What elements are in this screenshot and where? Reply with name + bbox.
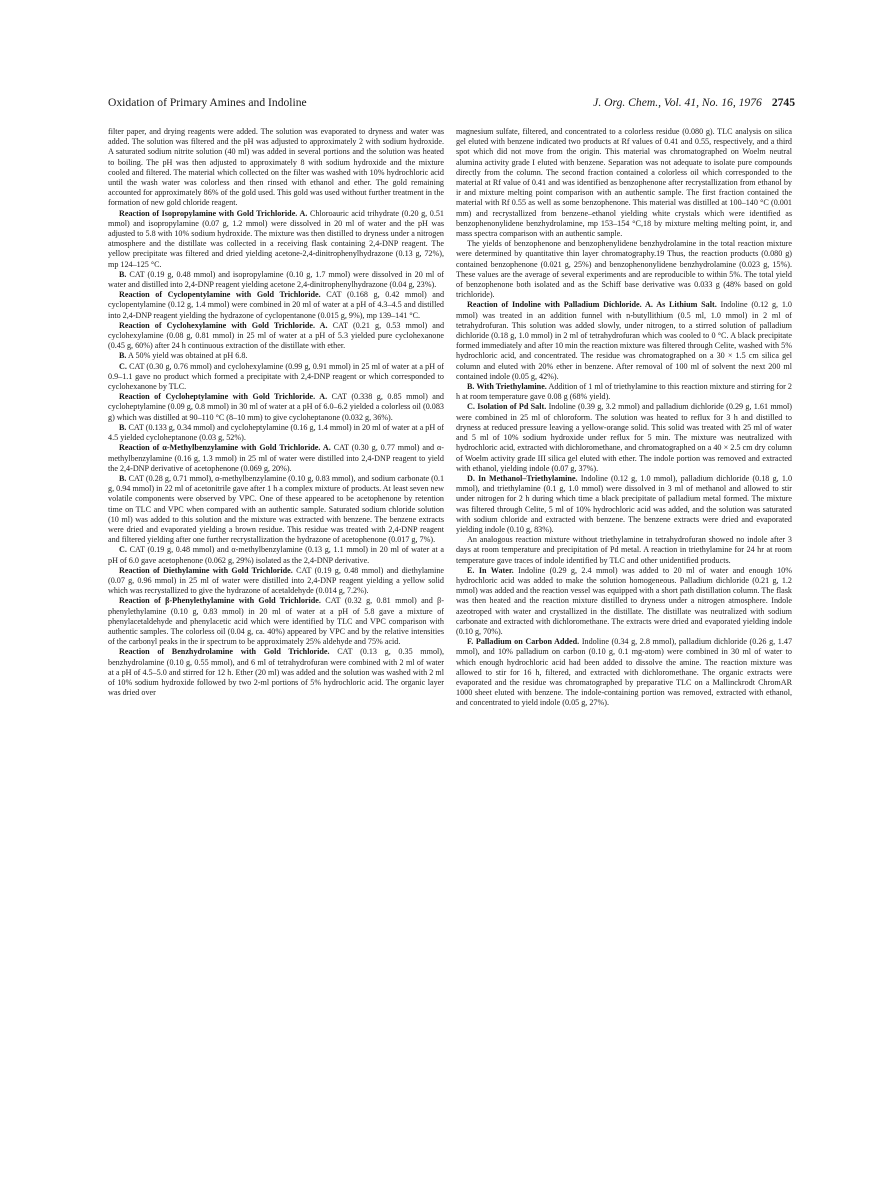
paragraph <box>108 647 444 698</box>
paragraph <box>456 474 792 535</box>
paragraph-text: CAT (0.133 g, 0.34 mmol) and cycloheptylamine (0.16 g, 1.4 mmol) in 20 ml of water at a pH of 4.5 yielded cycloheptanone (0.03 g, 52%). <box>108 422 445 443</box>
paragraph-heading: Reaction of Cyclopentylamine with Gold Trichloride. <box>119 290 321 300</box>
paragraph-heading: Reaction of Cyclohexylamine with Gold Trichloride. A. <box>119 320 328 330</box>
paragraph-heading: Reaction of β-Phenylethylamine with Gold Trichloride. <box>119 596 321 606</box>
paragraph-heading: C. Isolation of Pd Salt. <box>467 402 547 412</box>
paragraph <box>108 423 444 443</box>
paragraph <box>108 474 444 545</box>
paragraph-text: CAT (0.21 g, 0.53 mmol) and cyclohexylamine (0.08 g, 0.81 mmol) in 25 ml of water at a pH of 5.3 yielded pure cyclohexanone (0.45 g, 60%) after 24 h continuous extraction of the distillate with ether. <box>108 320 445 351</box>
paragraph <box>456 382 792 402</box>
paragraph <box>108 545 444 565</box>
paragraph-text: CAT (0.30 g, 0.76 mmol) and cyclohexylamine (0.99 g, 0.91 mmol) in 25 ml of water at a pH of 0.9–1.1 gave no product which formed a precipitate with 2,4-DNP reagent or which corresponded to cyclohexanone by TLC. <box>108 361 445 392</box>
paragraph-heading: Reaction of Diethylamine with Gold Trichloride. <box>119 565 293 575</box>
paragraph <box>108 321 444 352</box>
paragraph-heading: Reaction of Indoline with Palladium Dichloride. A. As Lithium Salt. <box>467 300 717 310</box>
page-number: 2745 <box>771 96 795 109</box>
paragraph-heading: B. <box>119 473 127 483</box>
paragraph-text: A 50% yield was obtained at pH 6.8. <box>128 351 248 361</box>
paragraph <box>108 596 444 647</box>
paragraph <box>108 209 444 270</box>
paragraph-text: CAT (0.30 g, 0.77 mmol) and α-methylbenzylamine (0.16 g, 1.3 mmol) in 25 ml of water were distilled into 2,4-DNP reagent to yield the 2,4-DNP derivative of acetophenone (0.069 g, 20%). <box>108 443 444 473</box>
paragraph-text: Indoline (0.12 g, 1.0 mmol), palladium dichloride (0.18 g, 1.0 mmol), and triethylamine (0.1 g, 1.0 mmol) were dissolved in 3 ml of methanol and allowed to stir under nitrogen for 2 h during which time a black precipitate of palladium metal formed. The mixture was filtered through Celite, 5 ml of 10% hydrochloric acid was added, and the solution was saturated with sodium chloride and extracted with benzene. The benzene extracts were dried and evaporated yielding indole (0.10 g, 83%). <box>456 473 793 534</box>
paragraph-heading: B. <box>119 269 127 279</box>
paragraph <box>456 637 792 708</box>
paragraph-heading: F. Palladium on Carbon Added. <box>467 637 580 647</box>
paragraph-heading: B. With Triethylamine. <box>467 382 547 392</box>
paragraph <box>108 270 444 290</box>
paragraph <box>456 127 792 239</box>
journal-name: J. Org. Chem., Vol. 41, No. 16, 1976 <box>593 96 762 109</box>
paragraph <box>456 300 792 382</box>
paragraph-text: CAT (0.168 g, 0.42 mmol) and cyclopentylamine (0.12 g, 1.4 mmol) were combined in 20 ml of water at a pH of 4.3–4.5 and distilled into 2,4-DNP reagent yielding the hydrazone of cyclopentanone (0.015 g, 9%), mp 139–141 °C. <box>108 290 445 320</box>
paragraph <box>456 535 792 566</box>
left-column <box>108 127 444 698</box>
paragraph <box>108 351 444 361</box>
paragraph-text: Addition of 1 ml of triethylamine to this reaction mixture and stirring for 2 h at room temperature gave 0.08 g (68% yield). <box>456 382 792 402</box>
paragraph-text: CAT (0.19 g, 0.48 mmol) and α-methylbenzylamine (0.13 g, 1.1 mmol) in 20 ml of water at a pH of 6.0 gave acetophenone (0.062 g, 29%) isolated as the 2,4-DNP derivative. <box>108 545 444 565</box>
paragraph <box>456 566 792 637</box>
paragraph-text: CAT (0.13 g, 0.35 mmol), benzhydrolamine (0.10 g, 0.55 mmol), and 6 ml of tetrahydrofuran were combined with 2 ml of water at a pH of 4.5–5.0 and stirred for 12 h. Ether (20 ml) was added and the solution was washed with 2 ml of 10% sodium hydroxide followed by two 2-ml portions of 5% hydrochloric acid. The organic layer was dried over <box>108 647 444 698</box>
paragraph <box>108 290 444 321</box>
paragraph-heading: Reaction of Cycloheptylamine with Gold Trichloride. A. <box>119 392 328 402</box>
paragraph-text: Indoline (0.34 g, 2.8 mmol), palladium dichloride (0.26 g, 1.47 mmol), and 10% palladium on carbon (0.10 g, 0.1 mg-atom) were combined in 30 ml of water to which enough hydrochloric acid had been added to dissolve the amine. The reaction mixture was allowed to stir for 16 h, filtered, and extracted with dichloromethane. The organic extracts were evaporated and the residue was chromatographed by preparative TLC on a Mallinckrodt ChromAR 1000 sheet eluted with benzene. The indole-containing portion was removed, extracted with ethanol, and concentrated to yield indole (0.05 g, 27%). <box>456 637 793 708</box>
paragraph-heading: B. <box>119 422 127 432</box>
paragraph-heading: C. <box>119 545 127 555</box>
right-column <box>456 127 792 709</box>
paragraph <box>108 566 444 597</box>
paragraph-text: The yields of benzophenone and benzophenylidene benzhydrolamine in the total reaction mixture were determined by quantitative thin layer chromatography.19 Thus, the reaction products (0.080 g) contained benzophenone (0.021 g, 25%) and benzophenonylidene benzhydrolamine (0.023 g, 15%). These values are the average of several experiments and are reproducible to within 5%. The total yield of benzophenone both isolated and as the Schiff base derivative was 0.033 g (48% based on gold trichloride). <box>456 239 792 300</box>
paragraph <box>108 443 444 474</box>
paragraph-text: Chloroauric acid trihydrate (0.20 g, 0.51 mmol) and isopropylamine (0.07 g, 1.2 mmol) were dissolved in 20 ml of water and the pH was adjusted to 5.8 with 10% sodium hydroxide. The mixture was then distilled to dryness under a nitrogen atmosphere and the distillate was collected in a receiving flask containing 2,4-DNP reagent. The yellow precipitate was filtered and dried yielding acetone-2,4-dinitrophenylhydrazone (0.13 g, 72%), mp 124–125 °C. <box>108 208 444 269</box>
paragraph-text: Indoline (0.29 g, 2.4 mmol) was added to 20 ml of water and enough 10% hydrochloric acid was added to make the solution homogeneous. Palladium dichloride (0.21 g, 1.2 mmol) was added and the reaction vessel was equipped with a short path distillation column. The flask was then heated and the reaction mixture distilled to dryness under a nitrogen atmosphere. Indole azeotroped with water and crystallized in the distillate. The distillate was neutralized with sodium carbonate and extracted with dichloromethane. The extracts were dried and evaporated yielding indole (0.10 g, 70%). <box>456 565 792 636</box>
paragraph-text: Indoline (0.12 g, 1.0 mmol) was treated in an addition funnel with n-butyllithium (0.5 ml, 1.0 mmol) in 2 ml of tetrahydrofuran. This solution was added slowly, under nitrogen, to a stirred solution of palladium dichloride (0.18 g, 1.0 mmol) in 2 ml of tetrahydrofuran which was cooled to 0 °C. A black precipitate formed immediately and after 10 min the reaction mixture was filtered through Celite, washed with 5% hydrochloric acid, and concentrated. The residue was chromatographed on a 30 × 1.5 cm silica gel column and eluted with 20% ether in benzene. After removal of 100 ml of solvent the next 200 ml contained indole (0.05 g, 42%). <box>456 300 792 381</box>
paragraph <box>456 239 792 300</box>
paragraph-heading: B. <box>119 351 127 361</box>
paragraph-text: CAT (0.338 g, 0.85 mmol) and cycloheptylamine (0.09 g, 0.8 mmol) in 30 ml of water at a pH of 6.0–6.2 yielded a colorless oil (0.083 g) which was distilled at 90–110 °C (8–10 mm) to give cycloheptanone (0.032 g, 36%). <box>108 392 444 422</box>
paragraph-text: CAT (0.19 g, 0.48 mmol) and isopropylamine (0.10 g, 1.7 mmol) were dissolved in 20 ml of water and distilled into 2,4-DNP reagent yielding acetone 2,4-dinitrophenylhydrazone (0.04 g, 23%). <box>108 269 445 290</box>
paragraph-text: CAT (0.32 g, 0.81 mmol) and β-phenylethylamine (0.10 g, 0.83 mmol) in 20 ml of water at a pH of 5.8 gave a mixture of phenylacetaldehyde and phenylacetic acid which were identified by TLC and VPC comparison with authentic samples. The colorless oil (0.04 g, ca. 40%) appeared by VPC and by the relative intensities of the carbonyl peaks in the ir spectrum to be approximately 25% aldehyde and 75% acid. <box>108 596 444 647</box>
paragraph-heading: Reaction of Isopropylamine with Gold Trichloride. A. <box>119 208 308 218</box>
paragraph-heading: Reaction of Benzhydrolamine with Gold Trichloride. <box>119 647 330 657</box>
journal-citation <box>593 96 795 109</box>
paragraph <box>108 127 444 209</box>
paragraph-text: CAT (0.19 g, 0.48 mmol) and diethylamine (0.07 g, 0.96 mmol) in 25 ml of water were distilled into 2,4-DNP reagent yielding a yellow solid which was recrystallized to give the hydrazone of acetaldehyde (0.014 g, 7.2%). <box>108 565 445 596</box>
paragraph-text: magnesium sulfate, filtered, and concentrated to a colorless residue (0.080 g). TLC analysis on silica gel eluted with benzene indicated two products at Rf values of 0.41 and 0.55, respectively, and a third spot which did not move from the origin. This material was chromatographed on Woelm neutral alumina activity grade I eluted with benzene. Separation was not adequate to isolate pure compounds directly from the column. The second fraction contained a colorless oil which corresponded to the material at Rf value of 0.41 and was identified as benzophenone after recrystallization from ethanol by ir and mixture melting point comparison with an authentic sample. The first fraction contained the material with Rf 0.55 as well as some benzophenone. This material was distilled at 100–140 °C (0.001 mm) and recrystallized from benzene–ethanol yielding white crystals which were identified as benzophenonylidene benzhydrolamine, mp 153–154 °C,18 by mixture melting melting point, ir, and mass spectra comparison with an authentic sample. <box>456 127 792 239</box>
paragraph <box>456 402 792 473</box>
paragraph-heading: C. <box>119 361 127 371</box>
paragraph-text: Indoline (0.39 g, 3.2 mmol) and palladium dichloride (0.29 g, 1.61 mmol) were combined in 25 ml of chloroform. The solution was heated to reflux for 3 h and distilled to dryness at reduced pressure leaving a yellow-orange solid. This solid was treated with 25 ml of water and 5 ml of 10% sodium hydroxide under reflux for 5 min. The mixture was neutralized with hydrochloric acid, extracted with dichloromethane, and chromatographed on a 40 × 2.5 cm dry column of Woelm activity grade III silica gel eluted with ether. The indole portion was removed and extracted with ethanol, yielding indole (0.07 g, 37%). <box>456 402 793 473</box>
paragraph <box>108 362 444 393</box>
paragraph <box>108 392 444 423</box>
page-header <box>108 96 795 112</box>
paragraph-heading: Reaction of α-Methylbenzylamine with Gold Trichloride. A. <box>119 443 331 453</box>
paragraph-heading: D. In Methanol–Triethylamine. <box>467 473 578 483</box>
paragraph-heading: E. In Water. <box>467 565 514 575</box>
paragraph-text: CAT (0.28 g, 0.71 mmol), α-methylbenzylamine (0.10 g, 0.83 mmol), and sodium carbonate (0.1 g, 0.94 mmol) in 22 ml of acetonitrile gave after 1 h a complex mixture of products. At least seven new volatile components were observed by VPC. One of these appeared to be acetophenone by retention time on TLC and VPC when compared with an authentic sample. Saturated sodium chloride solution (10 ml) was added to this solution and the mixture was extracted with benzene. The benzene extracts were dried and evaporated yielding a brown residue. This residue was treated with 2,4-DNP reagent and filtered yielding after one further recrystallization the hydrazone of acetophenone (0.017 g, 7%). <box>108 473 445 545</box>
running-title: Oxidation of Primary Amines and Indoline <box>108 96 307 109</box>
paragraph-text: filter paper, and drying reagents were added. The solution was evaporated to dryness and water was added. The solution was filtered and the pH was adjusted to approximately 2 with sodium hydroxide. A saturated sodium nitrite solution (40 ml) was added in several portions and the solution was heated to boiling. The pH was then adjusted to approximately 8 with sodium hydroxide and the mixture cooled and filtered. The material which collected on the filter was washed with 10% hydrochloric acid until the wash water was colorless and then rinsed with ethanol and ether. The gold remaining accounted for approximately 86% of the gold used. This gold was used without further treatment in the formation of new gold chloride reagent. <box>108 127 444 208</box>
paragraph-text: An analogous reaction mixture without triethylamine in tetrahydrofuran showed no indole after 3 days at room temperature and precipitation of Pd metal. A reaction in triethylamine for 24 hr at room temperature gave traces of indole identified by TLC and other unidentified products. <box>456 535 792 565</box>
